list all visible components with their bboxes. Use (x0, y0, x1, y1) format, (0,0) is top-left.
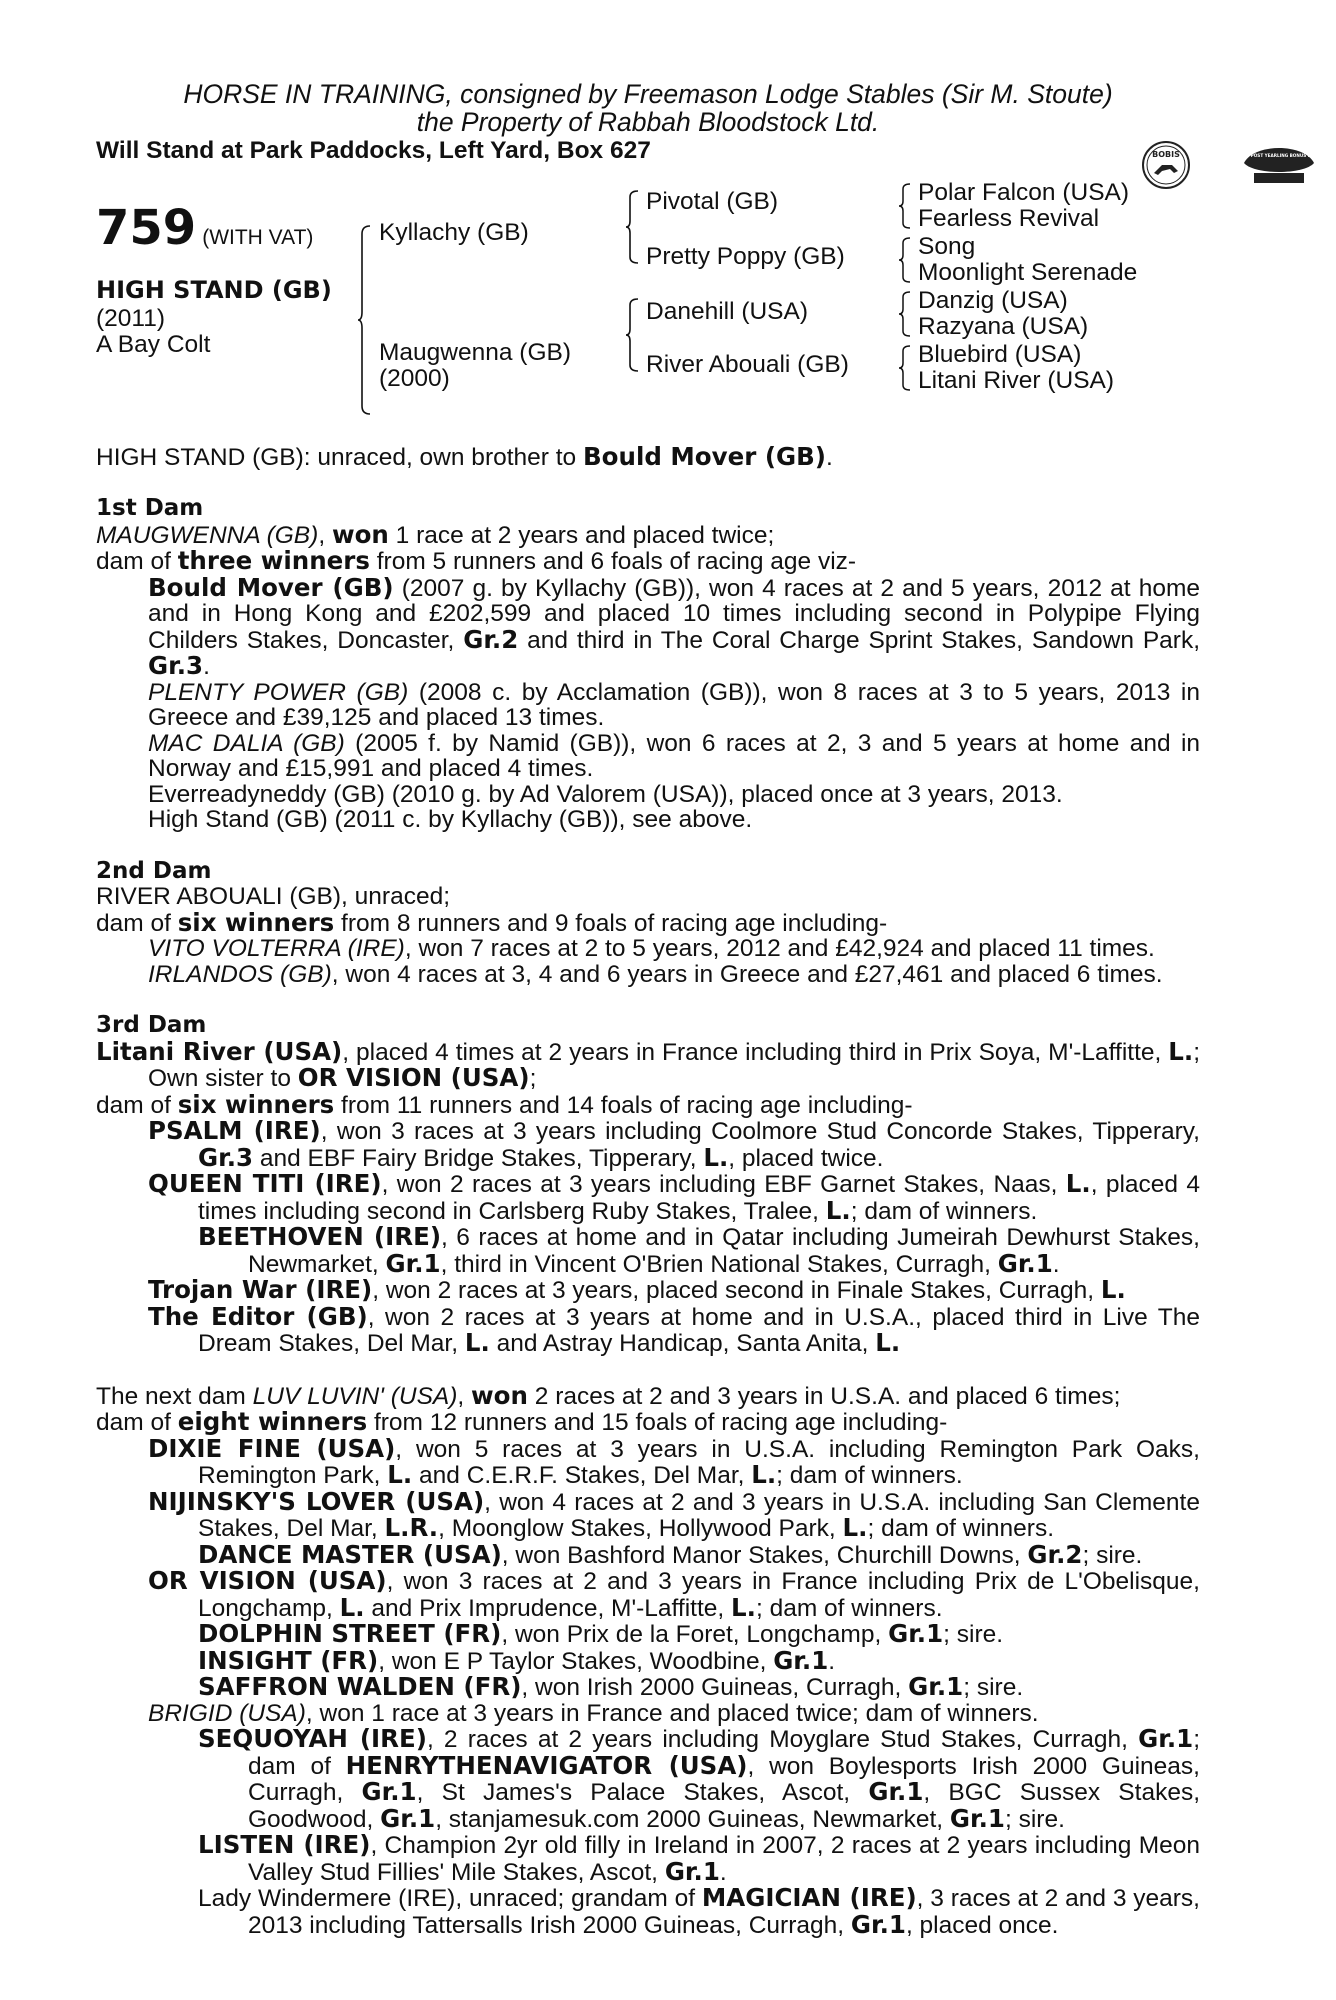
produce-bould-mover: Bould Mover (GB) (2007 g. by Kyllachy (GB)), won 4 races at 2 and 5 years, 2012 at home and in Hong Kong and £202,599 and placed 10 times including second in Polypipe Flying Childers Stakes, Doncaster, Gr.2 and third in The Coral Charge Sprint Stakes, Sandown Park, Gr.3. (148, 572, 1201, 680)
produce-vito-volterra: VITO VOLTERRA (IRE), won 7 races at 2 to 5 years, 2012 and £42,924 and placed 11 times. (148, 935, 1155, 962)
bracket-dam-icon (626, 297, 642, 373)
ss-sire: Polar Falcon (USA) (918, 178, 1130, 206)
produce-queen-titi: QUEEN TITI (IRE), won 2 races at 3 years including EBF Garnet Stakes, Naas, L., placed 4 times including second in Carlsberg Ruby Stakes, Tralee, L.; dam of winners. (148, 1169, 1200, 1225)
consignor-line: HORSE IN TRAINING, consigned by Freemason Lodge Stables (Sir M. Stoute) (183, 79, 1113, 109)
second-dam-section (96, 859, 1200, 988)
bracket-sire-icon (626, 189, 642, 265)
lot-number-block (96, 199, 314, 256)
third-dam-section (96, 1013, 1200, 1357)
next-dam-line: The next dam LUV LUVIN' (USA), won 2 races at 2 and 3 years in U.S.A. and placed 6 times; (96, 1380, 1121, 1410)
sd-sire: Song (918, 232, 976, 260)
bracket-dd-icon (899, 344, 913, 392)
bracket-horse-icon (358, 224, 374, 416)
produce-dolphin-street: DOLPHIN STREET (FR), won Prix de la Foret, Longchamp, Gr.1; sire. (198, 1619, 1004, 1648)
produce-trojan-war: Trojan War (IRE), won 2 races at 3 years, placed second in Finale Stakes, Curragh, L. (148, 1275, 1126, 1304)
dam-year: (2000) (379, 364, 450, 392)
produce-high-stand: High Stand (GB) (2011 c. by Kyllachy (GB)), see above. (148, 806, 753, 833)
dam: Maugwenna (GB) (379, 338, 572, 366)
dd-sire: Bluebird (USA) (918, 340, 1082, 368)
intro-line: HIGH STAND (GB): unraced, own brother to Bould Mover (GB). (96, 441, 833, 471)
second-dam-heading: 2nd Dam (96, 857, 212, 884)
yearling-bonus-badge-icon (1231, 148, 1327, 183)
sire-dam: Pretty Poppy (GB) (646, 242, 845, 270)
third-dam-heading: 3rd Dam (96, 1012, 207, 1038)
produce-nijinskys-lover: NIJINSKY'S LOVER (USA), won 4 races at 2 and 3 years in U.S.A. including San Clemente Stakes, Del Mar, L.R., Moonglow Stakes, Hollywood Park, L.; dam of winners. (148, 1486, 1200, 1542)
third-dam-line: Litani River (USA), placed 4 times at 2 years in France including third in Prix Soya, M'-Laffitte, L.; Own sister to OR VISION (USA); (96, 1036, 1200, 1092)
next-dam-section (96, 1380, 1200, 1939)
produce-plenty-power: PLENTY POWER (GB) (2008 c. by Acclamation (GB)), won 8 races at 3 to 5 years, 2013 in Greece and £39,125 and placed 13 times. (148, 678, 1201, 731)
sire: Kyllachy (GB) (379, 218, 529, 246)
produce-everreadyneddy: Everreadyneddy (GB) (2010 g. by Ad Valorem (USA)), placed once at 3 years, 2013. (148, 780, 1063, 808)
produce-irlandos: IRLANDOS (GB), won 4 races at 3, 4 and 6 years in Greece and £27,461 and placed 6 times. (148, 960, 1163, 988)
produce-insight: INSIGHT (FR), won E P Taylor Stakes, Woodbine, Gr.1. (198, 1645, 836, 1675)
produce-psalm: PSALM (IRE), won 3 races at 3 years including Coolmore Stud Concorde Stakes, Tipperary, Gr.3 and EBF Fairy Bridge Stakes, Tipperary, L., placed twice. (148, 1116, 1200, 1172)
second-dam-produce-line: dam of six winners from 8 runners and 9 foals of racing age including- (96, 907, 888, 937)
ss-dam: Fearless Revival (918, 204, 1100, 232)
produce-mac-dalia: MAC DALIA (GB) (2005 f. by Namid (GB)), won 6 races at 2, 3 and 5 years at home and in Norway and £15,991 and placed 4 times. (148, 729, 1201, 782)
bracket-ss-icon (899, 182, 913, 230)
produce-or-vision: OR VISION (USA), won 3 races at 2 and 3 years in France including Prix de L'Obelisque, Longchamp, L. and Prix Imprudence, M'-Laffitte, L.; dam of winners. (148, 1566, 1200, 1622)
ds-dam: Razyana (USA) (918, 312, 1089, 340)
catalogue-page (96, 79, 1327, 1939)
produce-dance-master: DANCE MASTER (USA), won Bashford Manor Stakes, Churchill Downs, Gr.2; sire. (198, 1539, 1143, 1569)
horse-year: (2011) (96, 304, 166, 332)
produce-lady-windermere: Lady Windermere (IRE), unraced; grandam of MAGICIAN (IRE), 3 races at 2 and 3 years, 2013 including Tattersalls Irish 2000 Guineas, Curragh, Gr.1, placed once. (198, 1883, 1200, 1939)
produce-beethoven: BEETHOVEN (IRE), 6 races at home and in Qatar including Jumeirah Dewhurst Stakes, Newmarket, Gr.1, third in Vincent O'Brien National Stakes, Curragh, Gr.1. (198, 1222, 1200, 1278)
lot-number: 759 (96, 199, 197, 256)
first-dam-heading: 1st Dam (96, 495, 204, 521)
dd-dam: Litani River (USA) (918, 366, 1115, 394)
produce-the-editor: The Editor (GB), won 2 races at 3 years at home and in U.S.A., placed third in Live The Dream Stakes, Del Mar, L. and Astray Handicap, Santa Anita, L. (148, 1301, 1201, 1357)
horse-description: A Bay Colt (96, 330, 211, 358)
first-dam-line: MAUGWENNA (GB), won 1 race at 2 years and placed twice; (96, 519, 775, 549)
sd-dam: Moonlight Serenade (918, 258, 1138, 286)
dam-dam: River Abouali (GB) (646, 350, 849, 378)
third-dam-produce-line: dam of six winners from 11 runners and 14 foals of racing age including- (96, 1089, 913, 1119)
sire-sire: Pivotal (GB) (646, 187, 779, 215)
dam-sire: Danehill (USA) (646, 297, 809, 325)
produce-sequoyah: SEQUOYAH (IRE), 2 races at 2 years including Moyglare Stud Stakes, Curragh, Gr.1; dam of HENRYTHENAVIGATOR (USA), won Boylesports Irish 2000 Guineas, Curragh, Gr.1, St James's Palace Stakes, Ascot, Gr.1, BGC Sussex Stakes, Goodwood, Gr.1, stanjamesuk.com 2000 Guineas, Newmarket, Gr.1; sire. (198, 1724, 1200, 1833)
next-dam-produce-line: dam of eight winners from 12 runners and 15 foals of racing age including- (96, 1407, 948, 1436)
ds-sire: Danzig (USA) (918, 286, 1068, 314)
produce-listen: LISTEN (IRE), Champion 2yr old filly in Ireland in 2007, 2 races at 2 years including Meon Valley Stud Fillies' Mile Stakes, Ascot, Gr.1. (198, 1830, 1200, 1886)
first-dam-section (96, 496, 1200, 833)
first-dam-produce-line: dam of three winners from 5 runners and 6 foals of racing age viz- (96, 546, 857, 575)
bracket-sd-icon (899, 236, 913, 284)
horse-name: HIGH STAND (GB) (96, 275, 332, 304)
produce-saffron-walden: SAFFRON WALDEN (FR), won Irish 2000 Guineas, Curragh, Gr.1; sire. (198, 1672, 1024, 1701)
stabling-line: Will Stand at Park Paddocks, Left Yard, Box 627 (96, 137, 651, 164)
second-dam-line: RIVER ABOUALI (GB), unraced; (96, 883, 451, 910)
produce-brigid: BRIGID (USA), won 1 race at 3 years in France and placed twice; dam of winners. (148, 1699, 1039, 1727)
pedigree-block (96, 178, 1200, 442)
bracket-ds-icon (899, 290, 913, 338)
bobis-label: BOBIS (1152, 150, 1180, 159)
yearling-bonus-label: RACING POST YEARLING BONUS £10,000 (1231, 153, 1327, 158)
produce-dixie-fine: DIXIE FINE (USA), won 5 races at 3 years in U.S.A. including Remington Park Oaks, Remington Park, L. and C.E.R.F. Stakes, Del Mar, L.; dam of winners. (148, 1433, 1200, 1489)
owner-line: the Property of Rabbah Bloodstock Ltd. (416, 107, 880, 137)
vat-note: (WITH VAT) (202, 225, 314, 249)
